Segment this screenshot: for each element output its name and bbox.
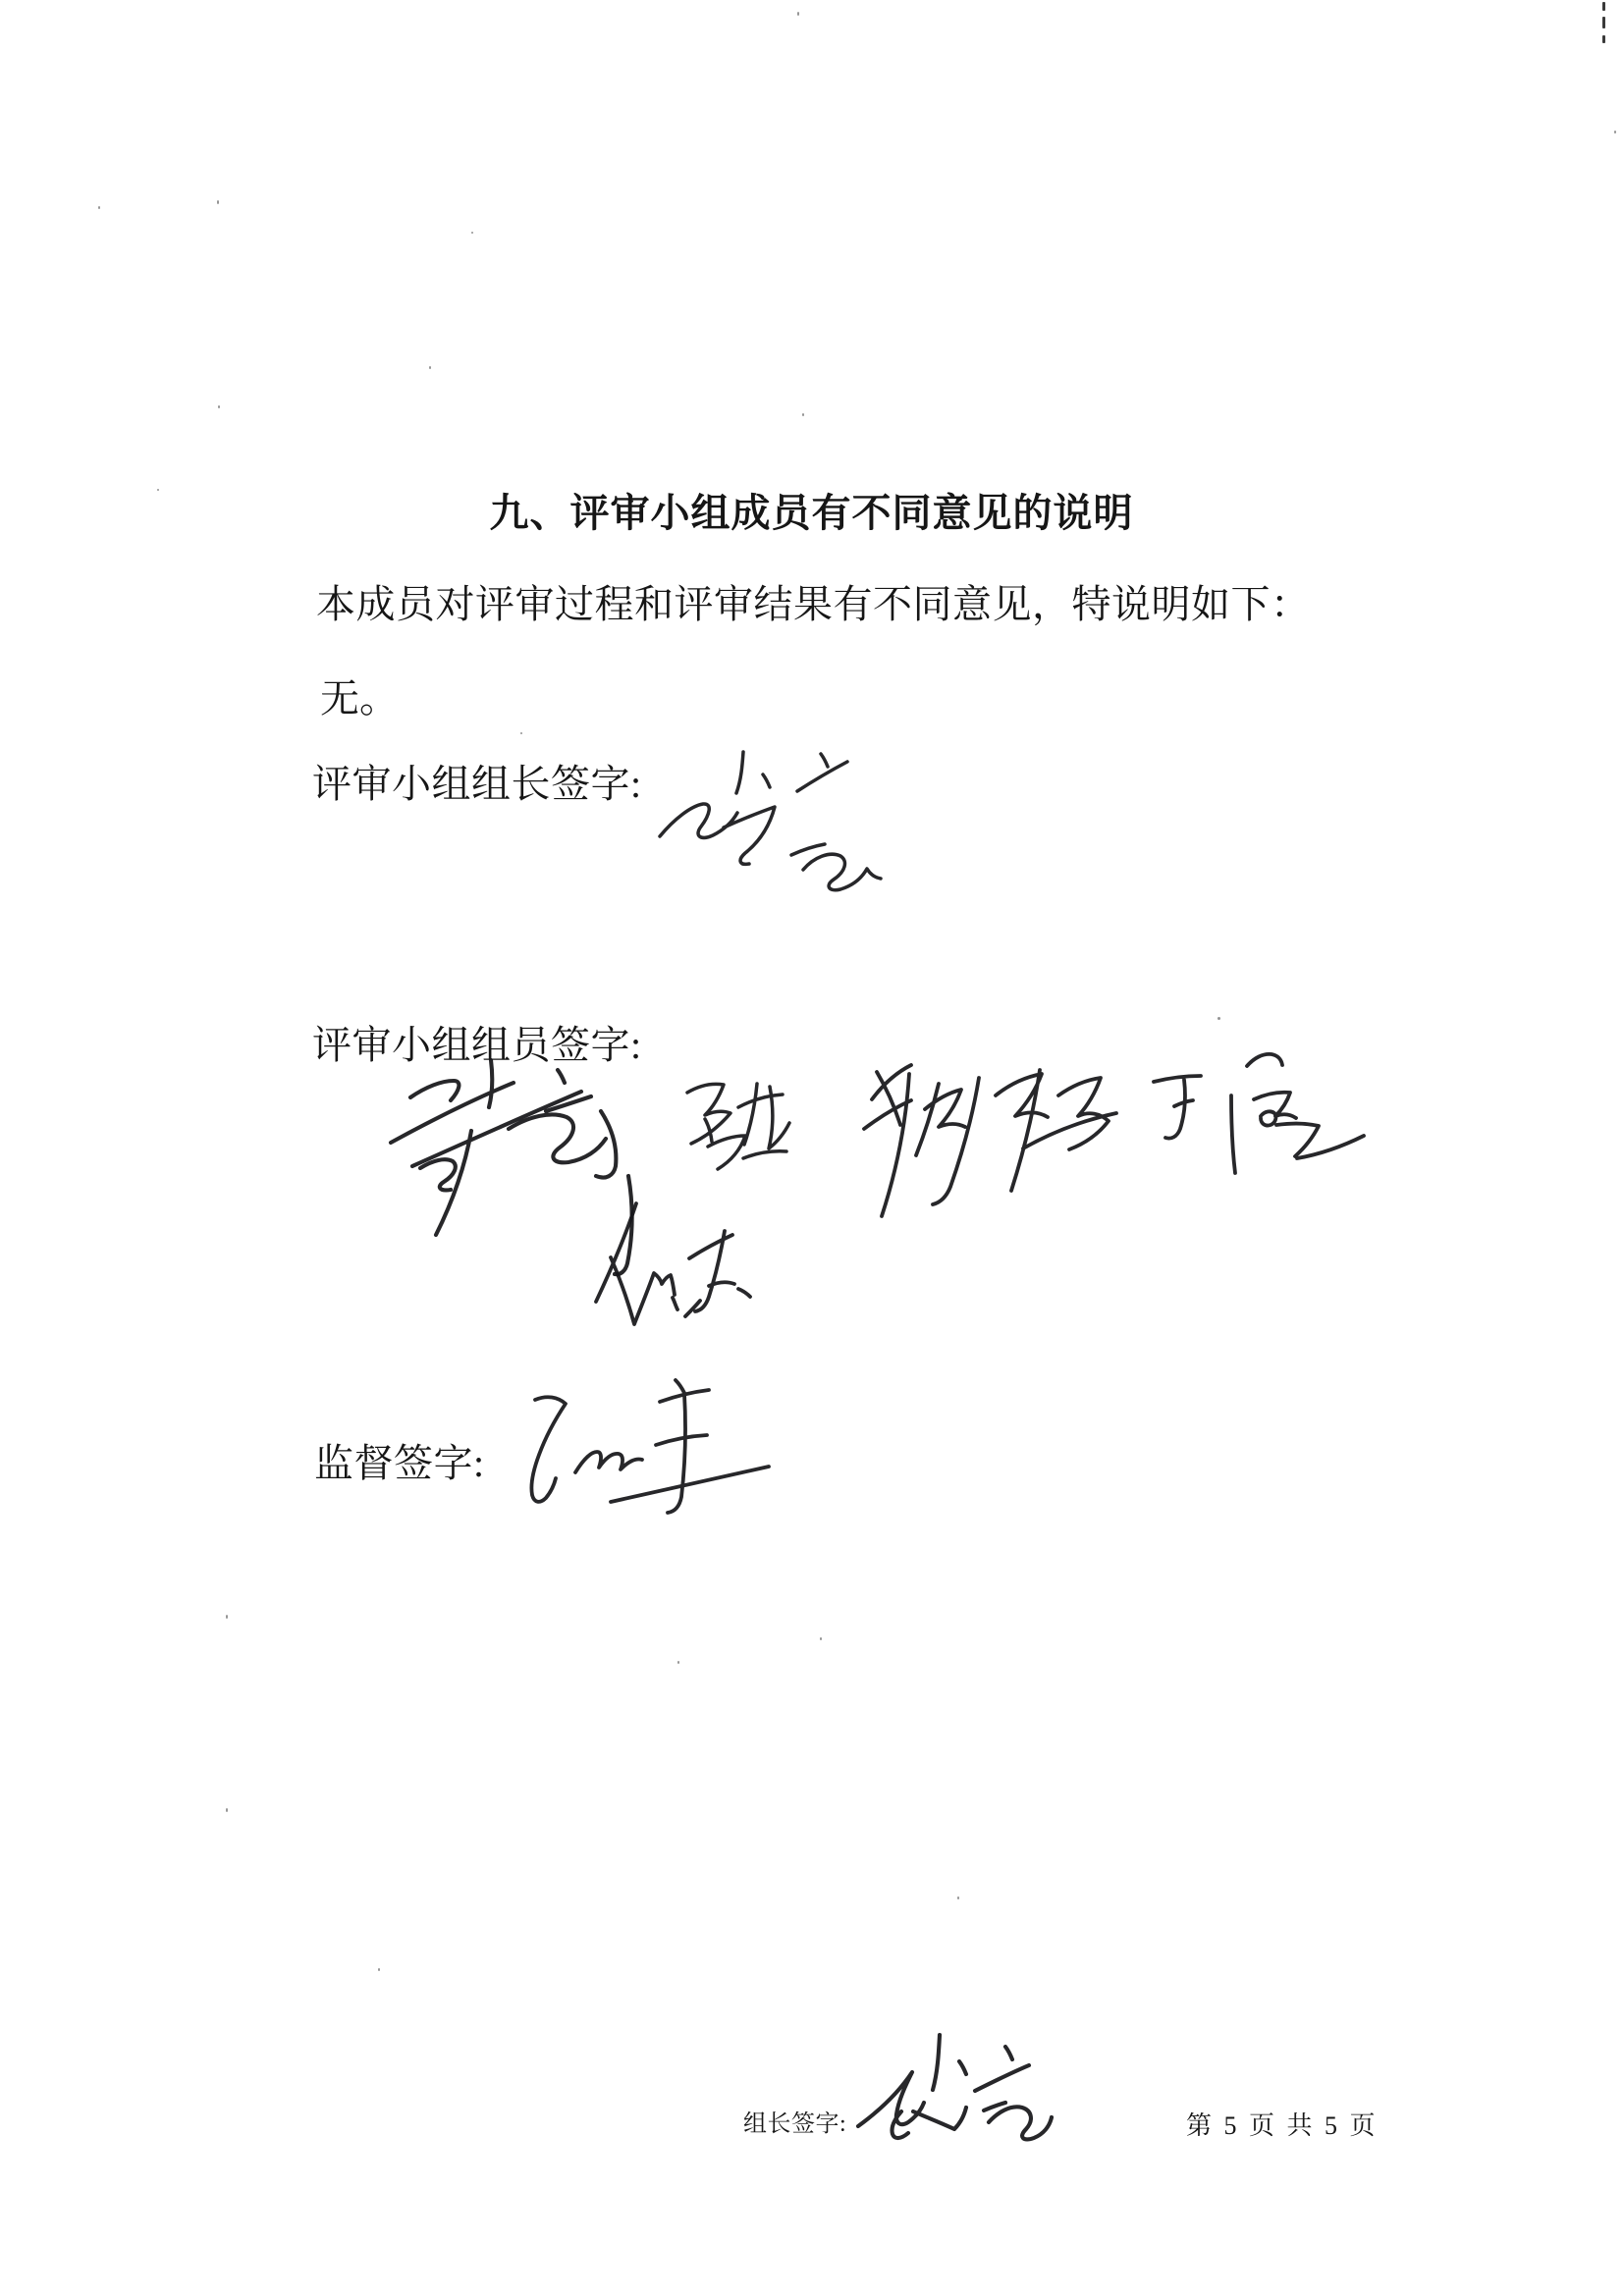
- scan-speck: [98, 206, 100, 209]
- scan-edge-artifact: [1602, 35, 1605, 43]
- scan-speck: [217, 200, 219, 204]
- scan-speck: [1217, 1017, 1220, 1020]
- scan-speck: [957, 1896, 959, 1899]
- member-2-handwritten-signature: [687, 1084, 789, 1169]
- scan-speck: [157, 489, 159, 491]
- footer-leader-signature-label: 组长签字:: [743, 2111, 847, 2137]
- scan-speck: [226, 1615, 228, 1619]
- page-number: 第 5 页 共 5 页: [1186, 2111, 1379, 2140]
- scan-speck: [218, 405, 220, 408]
- statement-text: 本成员对评审过程和评审结果有不同意见，特说明如下：: [316, 582, 1311, 626]
- scan-speck: [677, 1661, 679, 1664]
- footer-leader-handwritten-signature: [858, 2035, 1052, 2139]
- leader-signature-label: 评审小组组长签字:: [312, 762, 642, 806]
- scan-speck: [520, 732, 522, 734]
- scan-speck: [820, 1637, 822, 1640]
- leader-handwritten-signature: [660, 752, 881, 890]
- scan-speck: [429, 366, 431, 369]
- member-3-handwritten-signature: [864, 1065, 1116, 1216]
- member-4-handwritten-signature: [1154, 1054, 1364, 1173]
- members-signature-label: 评审小组组员签字:: [312, 1023, 642, 1067]
- section-title: 九、评审小组成员有不同意见的说明: [489, 492, 1134, 535]
- supervisor-signature-label: 监督签字:: [314, 1441, 485, 1485]
- scan-speck: [797, 12, 799, 16]
- statement-answer: 无。: [320, 676, 399, 721]
- scan-edge-artifact: [1602, 17, 1605, 28]
- scan-speck: [378, 1968, 380, 1971]
- scan-edge-artifact: [1602, 2, 1605, 11]
- scan-speck: [471, 232, 473, 234]
- member-5-handwritten-signature: [596, 1203, 750, 1324]
- supervisor-handwritten-signature: [531, 1380, 769, 1513]
- scan-speck: [1614, 131, 1616, 133]
- scan-speck: [802, 413, 804, 416]
- member-1-handwritten-signature: [391, 1060, 632, 1274]
- scan-speck: [226, 1808, 228, 1812]
